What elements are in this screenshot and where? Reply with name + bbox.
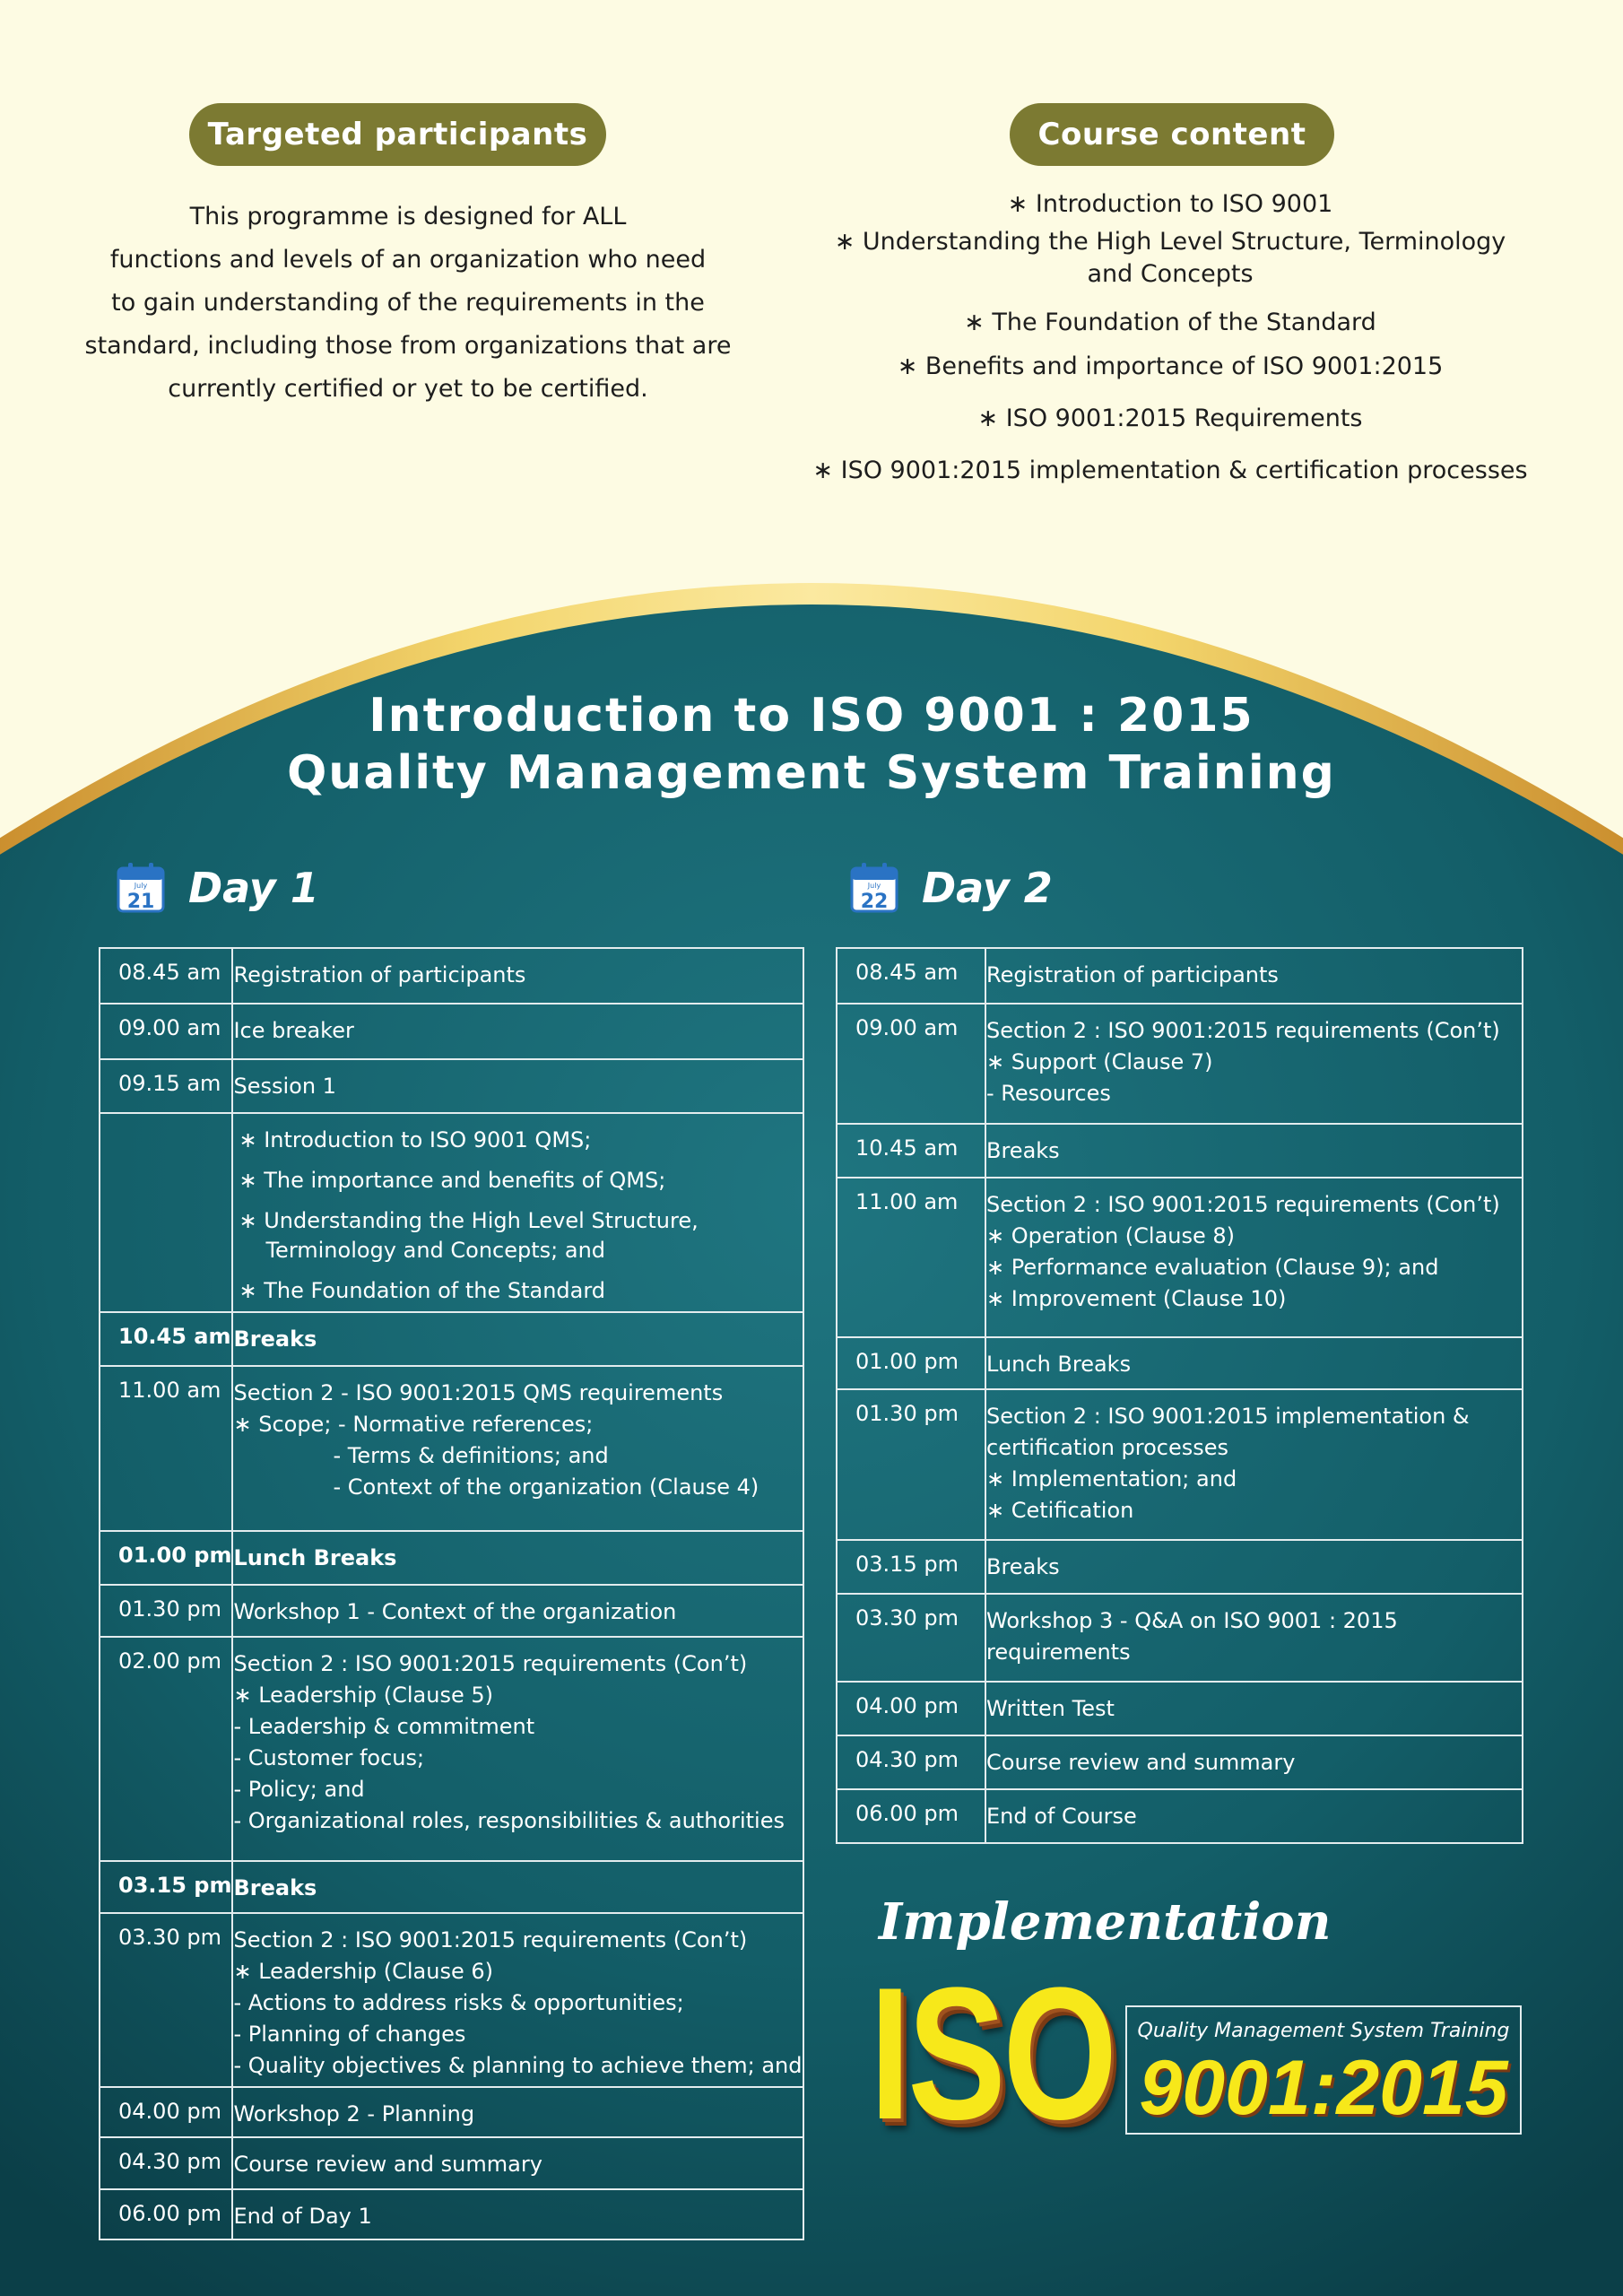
schedule-line: ∗ The importance and benefits of QMS; [239, 1168, 666, 1193]
content-item: and Concepts [1087, 260, 1254, 288]
schedule-description [232, 1861, 803, 1913]
schedule-line: certification processes [986, 1435, 1229, 1460]
schedule-time: 03.30 pm [100, 1913, 232, 2087]
schedule-line: ∗ Operation (Clause 8) [986, 1223, 1236, 1248]
schedule-line: - Policy; and [233, 1777, 365, 1802]
schedule-row [837, 1337, 1523, 1389]
targeted-line: currently certified or yet to be certified. [168, 375, 648, 403]
schedule-time: 03.15 pm [100, 1861, 232, 1913]
course-content-heading: Course content [1010, 103, 1334, 166]
schedule-row [100, 1366, 803, 1531]
schedule-row [837, 1735, 1523, 1789]
schedule-line: ∗ Understanding the High Level Structure, [239, 1208, 699, 1233]
schedule-time: 10.45 am [100, 1312, 232, 1366]
schedule-description [985, 1682, 1523, 1735]
schedule-row [100, 1585, 803, 1637]
schedule-line: ∗ Implementation; and [986, 1466, 1237, 1492]
schedule-line: Ice breaker [233, 1018, 354, 1043]
schedule-time: 10.45 am [837, 1124, 985, 1178]
schedule-time: 09.00 am [100, 1004, 232, 1059]
calendar-day: 21 [126, 891, 155, 913]
calendar-icon [850, 863, 898, 913]
schedule-line: - Context of the organization (Clause 4) [333, 1474, 759, 1500]
schedule-row [100, 1113, 803, 1312]
schedule-description [985, 1004, 1523, 1124]
schedule-description [985, 1124, 1523, 1178]
schedule-line: Registration of participants [233, 962, 526, 987]
schedule-row [100, 1531, 803, 1585]
schedule-line: Section 2 : ISO 9001:2015 requirements (Con’t) [986, 1018, 1500, 1043]
content-item: ∗ ISO 9001:2015 Requirements [977, 404, 1363, 432]
schedule-row [837, 1540, 1523, 1594]
schedule-time: 11.00 am [100, 1366, 232, 1531]
schedule-time: 06.00 pm [837, 1789, 985, 1843]
schedule-time: 09.00 am [837, 1004, 985, 1124]
schedule-row [837, 1178, 1523, 1337]
schedule-line: ∗ The Foundation of the Standard [239, 1278, 606, 1303]
schedule-line: - Terms & definitions; and [333, 1443, 609, 1468]
schedule-description [232, 1585, 803, 1637]
targeted-participants-text [72, 196, 744, 411]
schedule-line: Course review and summary [986, 1750, 1296, 1775]
calendar-month: July [134, 882, 148, 890]
calendar-icon [117, 863, 165, 913]
schedule-description [232, 2189, 803, 2239]
schedule-line: ∗ Cetification [986, 1498, 1134, 1523]
schedule-description [232, 1637, 803, 1861]
schedule-line: Section 2 - ISO 9001:2015 QMS requirements [233, 1380, 724, 1405]
headline-line-1: Introduction to ISO 9001 : 2015 [369, 689, 1254, 743]
schedule-time: 01.00 pm [837, 1337, 985, 1389]
schedule-line: ∗ Improvement (Clause 10) [986, 1286, 1287, 1311]
schedule-row [100, 1059, 803, 1113]
schedule-row [100, 1312, 803, 1366]
day1-label: Day 1 [188, 864, 319, 912]
content-item: ∗ Understanding the High Level Structure, Terminology [834, 228, 1506, 256]
schedule-row [837, 1004, 1523, 1124]
schedule-line: Breaks [986, 1554, 1060, 1579]
schedule-time: 04.00 pm [100, 2087, 232, 2137]
schedule-row [100, 1861, 803, 1913]
schedule-time: 01.00 pm [100, 1531, 232, 1585]
day2-schedule-table [836, 947, 1523, 1844]
schedule-row [837, 1124, 1523, 1178]
calendar-day: 22 [860, 891, 889, 913]
schedule-line: Workshop 2 - Planning [233, 2101, 475, 2126]
schedule-time: 11.00 am [837, 1178, 985, 1337]
schedule-description [985, 948, 1523, 1004]
schedule-time: 03.15 pm [837, 1540, 985, 1594]
schedule-line: Section 2 : ISO 9001:2015 implementation & [986, 1404, 1470, 1429]
schedule-time: 01.30 pm [100, 1585, 232, 1637]
content-item: ∗ The Foundation of the Standard [964, 309, 1376, 336]
schedule-row [837, 1789, 1523, 1843]
schedule-line: - Quality objectives & planning to achieve them; and [233, 2053, 803, 2078]
schedule-line: End of Course [986, 1804, 1137, 1829]
day1-schedule-table [99, 947, 804, 2240]
schedule-description [985, 1789, 1523, 1843]
iso-logo [870, 1892, 1533, 2188]
schedule-line: ∗ Introduction to ISO 9001 QMS; [239, 1127, 592, 1152]
implementation-label: Implementation [879, 1892, 1332, 1952]
targeted-line: This programme is designed for ALL [189, 203, 627, 230]
schedule-description [985, 1178, 1523, 1337]
schedule-line: ∗ Leadership (Clause 5) [233, 1683, 493, 1708]
schedule-line: Course review and summary [233, 2152, 542, 2177]
schedule-row [100, 2189, 803, 2239]
day2-label: Day 2 [922, 864, 1053, 912]
schedule-time: 08.45 am [100, 948, 232, 1004]
schedule-description [232, 2137, 803, 2189]
schedule-time: 06.00 pm [100, 2189, 232, 2239]
qms-year: 9001:2015 [1139, 2045, 1508, 2131]
schedule-time: 04.30 pm [837, 1735, 985, 1789]
qms-label: Quality Management System Training [1137, 2020, 1510, 2042]
schedule-description [232, 1312, 803, 1366]
schedule-line: Registration of participants [986, 962, 1279, 987]
iso-big-text: ISO [870, 1948, 1115, 2159]
schedule-line: Session 1 [233, 1074, 336, 1099]
schedule-row [100, 2087, 803, 2137]
schedule-line: - Leadership & commitment [233, 1714, 535, 1739]
schedule-description [985, 1735, 1523, 1789]
schedule-time [100, 1113, 232, 1312]
schedule-description [985, 1594, 1523, 1682]
schedule-line: Section 2 : ISO 9001:2015 requirements (Con’t) [233, 1927, 748, 1952]
schedule-line: Breaks [986, 1138, 1060, 1163]
schedule-description [232, 1059, 803, 1113]
schedule-row [100, 1913, 803, 2087]
schedule-line: - Organizational roles, responsibilities & authorities [233, 1808, 785, 1833]
schedule-description [232, 1366, 803, 1531]
calendar-month: July [867, 882, 881, 890]
schedule-row [837, 948, 1523, 1004]
schedule-line: Terminology and Concepts; and [265, 1238, 606, 1263]
schedule-line: Breaks [233, 1875, 317, 1900]
schedule-time: 01.30 pm [837, 1389, 985, 1540]
schedule-description [232, 1113, 803, 1312]
schedule-line: requirements [986, 1639, 1131, 1665]
schedule-description [985, 1389, 1523, 1540]
schedule-description [232, 1913, 803, 2087]
schedule-line: Section 2 : ISO 9001:2015 requirements (Con’t) [986, 1192, 1500, 1217]
schedule-description [232, 2087, 803, 2137]
schedule-line: End of Day 1 [233, 2204, 372, 2229]
schedule-line: Lunch Breaks [233, 1545, 397, 1570]
targeted-participants-heading: Targeted participants [189, 103, 606, 166]
schedule-time: 04.00 pm [837, 1682, 985, 1735]
schedule-line: - Actions to address risks & opportunities; [233, 1990, 684, 2015]
headline-line-2: Quality Management System Training [287, 746, 1336, 800]
schedule-line: Section 2 : ISO 9001:2015 requirements (Con’t) [233, 1651, 748, 1676]
schedule-time: 08.45 am [837, 948, 985, 1004]
schedule-line: - Resources [986, 1081, 1111, 1106]
schedule-row [837, 1389, 1523, 1540]
content-item: ∗ Introduction to ISO 9001 [1007, 190, 1333, 218]
schedule-line: Lunch Breaks [986, 1352, 1132, 1377]
schedule-line: - Customer focus; [233, 1745, 425, 1770]
schedule-line: Breaks [233, 1326, 317, 1352]
schedule-time: 09.15 am [100, 1059, 232, 1113]
schedule-time: 02.00 pm [100, 1637, 232, 1861]
schedule-line: Workshop 3 - Q&A on ISO 9001 : 2015 [986, 1608, 1398, 1633]
targeted-line: to gain understanding of the requirements in the [111, 289, 705, 317]
schedule-row [100, 948, 803, 1004]
schedule-line: ∗ Leadership (Clause 6) [233, 1959, 493, 1984]
content-item: ∗ Benefits and importance of ISO 9001:2015 [897, 352, 1444, 380]
schedule-line: ∗ Support (Clause 7) [986, 1049, 1213, 1074]
qms-box [1125, 2005, 1522, 2135]
schedule-line: Workshop 1 - Context of the organization [233, 1599, 677, 1624]
schedule-line: Written Test [986, 1696, 1115, 1721]
schedule-row [837, 1682, 1523, 1735]
schedule-description [232, 948, 803, 1004]
content-item: ∗ ISO 9001:2015 implementation & certification processes [812, 457, 1528, 484]
targeted-line: functions and levels of an organization who need [109, 246, 707, 274]
schedule-line: - Planning of changes [233, 2022, 466, 2047]
schedule-line: ∗ Performance evaluation (Clause 9); and [986, 1255, 1439, 1280]
schedule-description [232, 1004, 803, 1059]
schedule-time: 03.30 pm [837, 1594, 985, 1682]
schedule-row [100, 2137, 803, 2189]
schedule-time: 04.30 pm [100, 2137, 232, 2189]
schedule-description [985, 1540, 1523, 1594]
targeted-line: standard, including those from organizations that are [84, 332, 732, 360]
schedule-description [985, 1337, 1523, 1389]
schedule-row [100, 1637, 803, 1861]
schedule-row [837, 1594, 1523, 1682]
schedule-line: ∗ Scope; - Normative references; [233, 1412, 594, 1437]
schedule-row [100, 1004, 803, 1059]
schedule-description [232, 1531, 803, 1585]
